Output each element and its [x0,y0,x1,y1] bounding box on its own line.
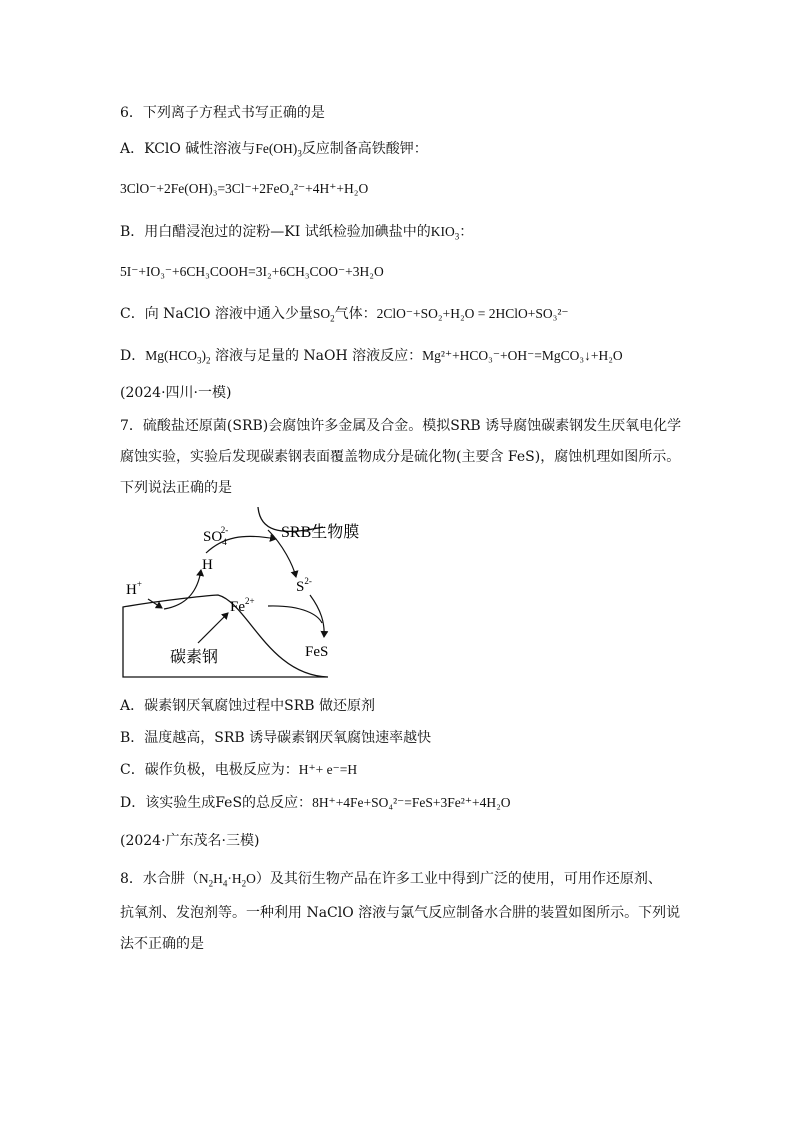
q7-option-a: A．碳素钢厌氧腐蚀过程中SRB 做还原剂 [120,698,375,714]
kio3-formula: $KIO_3$ [430,224,460,242]
q6-stem: 6．下列离子方程式书写正确的是 [120,105,325,121]
h-to-h-arc [164,570,201,609]
mg-hco3-2-formula: $Mg(HCO_3)_2$ [145,348,211,366]
q7-option-b: B．温度越高，SRB 诱导碳素钢厌氧腐蚀速率越快 [120,730,432,746]
q8-stem-line-1 [120,870,662,888]
q7-c-equation: H⁺+ e⁻=H [298,762,358,777]
q7-c-text: C．碳作负极，电极反应为： [120,762,299,778]
q6-d-equation: Mg²⁺+HCO₃⁻+OH⁻=MgCO₃↓+H₂O [422,348,623,363]
label-srb-biofilm: SRB生物膜 [281,524,360,541]
q6-b-equation: 5I⁻+IO₃⁻+6CH₃COOH=3I₂+6CH₃COO⁻+3H₂O [120,264,384,279]
q6-a-equation: 3ClO⁻+2Fe(OH)₃=3Cl⁻+2FeO₄²⁻+4H⁺+H₂O [120,181,369,196]
q6-c-equation: 2ClO⁻+SO₂+H₂O = 2HClO+SO₃²⁻ [376,306,569,321]
label-fes: FeS [305,644,329,660]
q6-option-a [120,140,428,158]
label-fe2: $Fe^{2+}$ [230,596,255,615]
q6-c-text-1: C．向 NaClO 溶液中通入少量 [120,306,313,322]
q8-stem-1b: ）及其衍生物产品在许多工业中得到广泛的使用，可用作还原剂、 [255,871,662,887]
source-q7: (2024·四川·一模) [120,385,232,401]
q6-option-c [120,305,569,323]
fe2-to-fes-arrow [268,606,322,623]
q8-stem-1a: 8．水合肼（ [120,871,199,887]
label-carbon-steel: 碳素钢 [170,649,219,666]
q7-stem-line-1: 7．硫酸盐还原菌(SRB)会腐蚀许多金属及合金。模拟SRB 诱导腐蚀碳素钢发生厌氧电化学 [120,418,682,434]
q7-stem-line-2: 腐蚀实验，实验后发现碳素钢表面覆盖物成分是硫化物(主要含 FeS)，腐蚀机理如图所示。 [120,449,681,465]
steel-to-fe2-arrow [198,613,228,643]
n2h4-h2o-formula: $N_2H_4\cdot H_2O$ [198,871,256,889]
q7-option-d [120,794,511,812]
q8-stem-line-2: 抗氧剂、发泡剂等。一种利用 NaClO 溶液与氯气反应制备水合肼的装置如图所示。下列说 [120,905,681,921]
q6-option-b [120,223,473,241]
q7-option-c [120,761,357,779]
h-plus-arrow [148,599,162,608]
q6-a-text-2: 反应制备高铁酸钾： [301,141,428,157]
q6-b-text-2: ： [459,224,474,240]
source-q8: (2024·广东茂名·三模) [120,833,260,849]
q6-d-text-2: 溶液与足量的 NaOH 溶液反应： [214,348,423,364]
q7-d-text: D．该实验生成FeS的总反应： [120,795,313,811]
corrosion-mechanism-diagram [118,505,378,685]
q6-a-text-1: A．KClO 碱性溶液与 [120,141,256,157]
fe-oh3-formula: $Fe(OH)_3$ [255,141,302,159]
so2-formula: $SO_2$ [312,306,335,324]
s2-to-fes-arrow [310,595,324,637]
q6-d-text-1: D． [120,348,146,364]
label-h: H [202,557,213,573]
q8-stem-line-3: 法不正确的是 [120,936,204,952]
label-s2: $S^{2-}$ [296,576,312,595]
q6-option-d [120,347,623,365]
q6-b-text-1: B．用白醋浸泡过的淀粉—KI 试纸检验加碘盐中的 [120,224,431,240]
q6-c-text-2: 气体： [334,306,377,322]
label-h-plus: H+ [126,579,142,598]
q7-stem-line-3: 下列说法正确的是 [120,480,232,496]
q7-d-equation: 8H⁺+4Fe+SO₄²⁻=FeS+3Fe²⁺+4H₂O [312,795,511,810]
label-so4: $SO_42-$ [203,525,229,547]
steel-block-outline [123,595,328,677]
